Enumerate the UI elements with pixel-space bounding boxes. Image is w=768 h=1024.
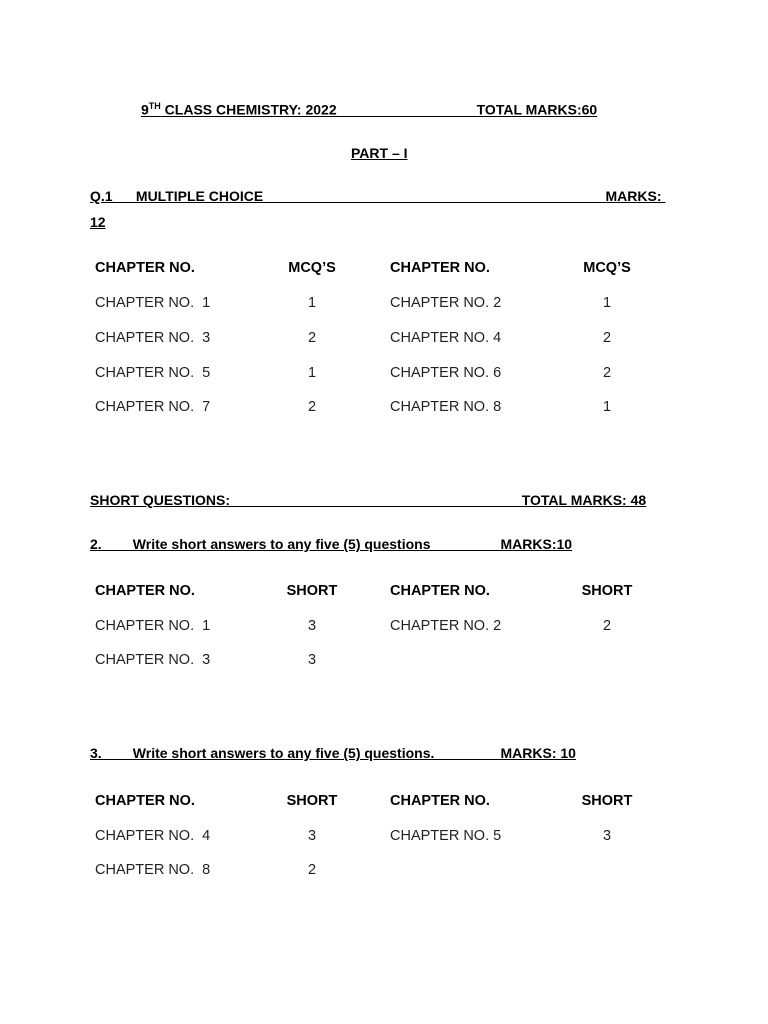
table-row bbox=[95, 828, 655, 848]
header-short: SHORT bbox=[581, 793, 633, 809]
header-chapter-no: CHAPTER NO. bbox=[95, 583, 195, 599]
chapter-cell: CHAPTER NO. 8 bbox=[95, 862, 211, 878]
count-cell: 1 bbox=[307, 365, 317, 381]
header-chapter-no: CHAPTER NO. bbox=[95, 260, 195, 276]
count-cell: 2 bbox=[307, 399, 317, 415]
table-row bbox=[95, 652, 655, 672]
table-header-row bbox=[95, 260, 655, 280]
count-cell: 2 bbox=[602, 365, 612, 381]
chapter-cell: CHAPTER NO. 5 bbox=[390, 828, 502, 844]
header-chapter-no: CHAPTER NO. bbox=[390, 583, 490, 599]
chapter-cell: CHAPTER NO. 2 bbox=[390, 618, 502, 634]
q1-marks-value: 12 bbox=[90, 214, 106, 230]
q1-heading: Q.1 MULTIPLE CHOICE MARKS: bbox=[90, 188, 666, 204]
part-heading: PART – I bbox=[351, 145, 408, 161]
header-mcqs: MCQ’S bbox=[583, 260, 631, 276]
table-header-row bbox=[95, 583, 655, 603]
chapter-cell: CHAPTER NO. 4 bbox=[95, 828, 211, 844]
header-mcqs: MCQ’S bbox=[288, 260, 336, 276]
count-cell: 2 bbox=[602, 618, 612, 634]
count-cell: 1 bbox=[602, 295, 612, 311]
chapter-cell: CHAPTER NO. 5 bbox=[95, 365, 211, 381]
header-short: SHORT bbox=[581, 583, 633, 599]
table-header-row bbox=[95, 793, 655, 813]
table-row bbox=[95, 295, 655, 315]
table-row bbox=[95, 365, 655, 385]
count-cell: 1 bbox=[602, 399, 612, 415]
count-cell: 2 bbox=[307, 330, 317, 346]
page-title: 9TH CLASS CHEMISTRY: 2022 TOTAL MARKS:60 bbox=[141, 101, 598, 118]
chapter-cell: CHAPTER NO. 1 bbox=[95, 618, 211, 634]
chapter-cell: CHAPTER NO. 1 bbox=[95, 295, 211, 311]
chapter-cell: CHAPTER NO. 7 bbox=[95, 399, 211, 415]
table-row bbox=[95, 618, 655, 638]
header-chapter-no: CHAPTER NO. bbox=[390, 260, 490, 276]
chapter-cell: CHAPTER NO. 6 bbox=[390, 365, 502, 381]
table-row bbox=[95, 862, 655, 882]
count-cell: 2 bbox=[307, 862, 317, 878]
chapter-cell: CHAPTER NO. 8 bbox=[390, 399, 502, 415]
chapter-cell: CHAPTER NO. 3 bbox=[95, 652, 211, 668]
q2-heading: 2. Write short answers to any five (5) questions MARKS:10 bbox=[90, 536, 573, 552]
header-chapter-no: CHAPTER NO. bbox=[390, 793, 490, 809]
header-short: SHORT bbox=[286, 583, 338, 599]
table-row bbox=[95, 399, 655, 419]
count-cell: 3 bbox=[307, 618, 317, 634]
count-cell: 3 bbox=[307, 652, 317, 668]
chapter-cell: CHAPTER NO. 4 bbox=[390, 330, 502, 346]
q3-heading: 3. Write short answers to any five (5) questions. MARKS: 10 bbox=[90, 745, 576, 761]
header-short: SHORT bbox=[286, 793, 338, 809]
table-row bbox=[95, 330, 655, 350]
count-cell: 2 bbox=[602, 330, 612, 346]
chapter-cell: CHAPTER NO. 2 bbox=[390, 295, 502, 311]
short-questions-heading: SHORT QUESTIONS: TOTAL MARKS: 48 bbox=[90, 492, 647, 508]
count-cell: 1 bbox=[307, 295, 317, 311]
count-cell: 3 bbox=[602, 828, 612, 844]
count-cell: 3 bbox=[307, 828, 317, 844]
header-chapter-no: CHAPTER NO. bbox=[95, 793, 195, 809]
chapter-cell: CHAPTER NO. 3 bbox=[95, 330, 211, 346]
